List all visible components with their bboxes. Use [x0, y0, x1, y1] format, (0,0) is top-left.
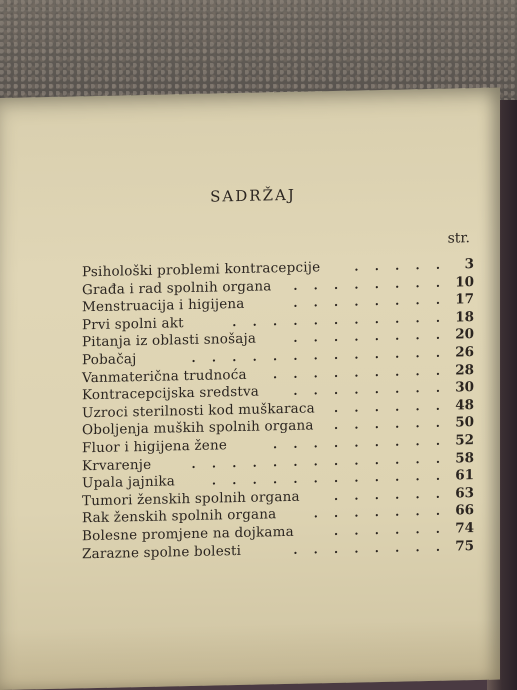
toc-entry-page-number: 58: [455, 449, 474, 466]
page-column-label: str.: [447, 230, 470, 247]
toc-leader-dots: . . . . . .: [334, 486, 446, 503]
toc-leader-dots: . . . . . . . . . . .: [232, 310, 446, 329]
toc-leader-dots: . . . . . .: [334, 398, 446, 415]
toc-entry-title: Zarazne spolne bolesti: [82, 542, 242, 562]
toc-entry-title: Pobačaj: [82, 351, 137, 369]
toc-entry-page-number: 50: [455, 414, 474, 431]
toc-entry-page-number: 66: [455, 502, 474, 519]
toc-leader-dots: . . . . . . . . .: [272, 363, 446, 381]
toc-leader-dots: . . . . . . . . . . . . .: [191, 345, 446, 365]
toc-entry-page-number: 10: [455, 273, 474, 291]
toc-entry-title: Vanmaterična trudnoća: [82, 366, 247, 386]
table-of-contents: [0, 88, 500, 690]
toc-entry-page-number: 26: [455, 344, 474, 361]
toc-leader-dots: . . . . . . . .: [293, 292, 446, 311]
toc-leader-dots: . . . . . .: [334, 521, 446, 538]
toc-entry-title: Menstruacija i higijena: [82, 296, 245, 316]
toc-entry-title: Građa i rad spolnih organa: [82, 277, 272, 298]
toc-leader-dots: . . . . . . . .: [293, 328, 446, 346]
toc-entry-page-number: 18: [455, 308, 474, 326]
page-title: SADRŽAJ: [210, 185, 296, 206]
toc-entry-title: Krvarenje: [82, 456, 152, 474]
toc-leader-dots: . . . . . . . .: [293, 275, 446, 293]
toc-list: [82, 256, 474, 563]
toc-entry-title: Tumori ženskih spolnih organa: [82, 488, 300, 510]
toc-entry-title: Kontracepcijska sredstva: [82, 383, 260, 404]
toc-entry-page-number: 17: [455, 291, 474, 308]
book-page: [0, 88, 500, 690]
toc-leader-dots: . . . . . . . . .: [272, 433, 446, 452]
toc-leader-dots: . . . . . . . .: [293, 539, 446, 557]
toc-entry-title: Upala jajnika: [82, 473, 175, 492]
toc-entry-page-number: 74: [455, 519, 474, 537]
toc-entry-page-number: 3: [464, 256, 474, 273]
toc-leader-dots: . . . . .: [354, 257, 446, 274]
toc-entry-page-number: 28: [455, 361, 474, 379]
toc-leader-dots: . . . . . . .: [313, 503, 446, 521]
toc-entry-page-number: 30: [455, 379, 474, 396]
toc-entry-title: Uzroci sterilnosti kod muškaraca: [82, 400, 315, 422]
toc-leader-dots: . . . . . . . . . . . .: [211, 468, 446, 488]
toc-leader-dots: . . . . . . . . . . . . .: [191, 451, 446, 471]
toc-leader-dots: . . . . . . . .: [293, 380, 446, 399]
toc-leader-dots: . . . . . .: [334, 416, 446, 433]
toc-entry-title: Pitanja iz oblasti snošaja: [82, 331, 257, 351]
toc-entry-title: Bolesne promjene na dojkama: [82, 523, 294, 545]
toc-entry-page-number: 48: [455, 396, 474, 414]
toc-entry-title: Prvi spolni akt: [82, 314, 184, 334]
toc-entry-page-number: 52: [455, 432, 474, 449]
toc-entry-title: Fluor i higijena žene: [82, 437, 228, 457]
toc-entry-title: Psihološki problemi kontracepcije: [82, 259, 321, 281]
toc-entry-title: Oboljenja muških spolnih organa: [82, 417, 314, 439]
toc-entry-page-number: 20: [455, 326, 474, 343]
toc-entry-page-number: 63: [455, 484, 474, 502]
toc-entry-page-number: 75: [455, 537, 474, 554]
toc-entry-title: Rak ženskih spolnih organa: [82, 506, 277, 527]
toc-entry-page-number: 61: [455, 467, 474, 484]
